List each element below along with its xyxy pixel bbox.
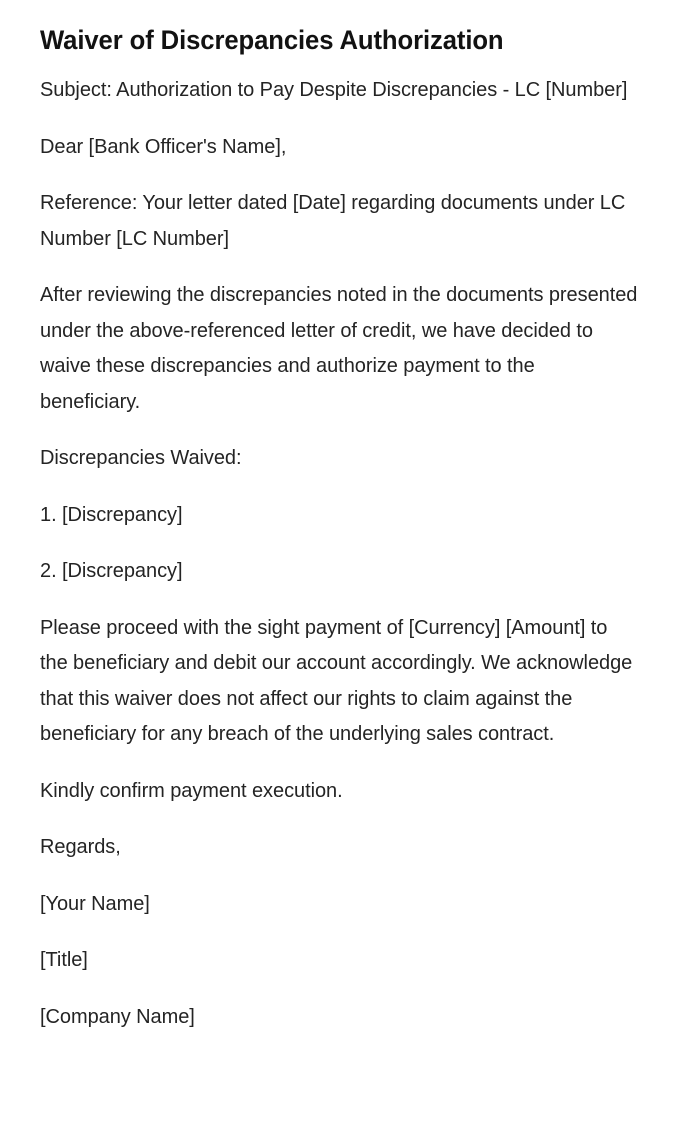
signature-name: [Your Name] <box>40 892 150 915</box>
paragraph-waiver-decision: After reviewing the discrepancies noted in the documents presented under the above-referenced letter of credit, we have decided to waive these discrepancies and authorize payment to the beneficiary. <box>40 284 638 413</box>
list-item-discrepancy-2: 2. [Discrepancy] <box>40 560 183 582</box>
paragraph-subject: Subject: Authorization to Pay Despite Discrepancies - LC [Number] <box>40 79 628 101</box>
bottom-spacer <box>40 1035 640 1077</box>
signature-title: [Title] <box>40 949 88 971</box>
page-title: Waiver of Discrepancies Authorization <box>40 25 504 55</box>
paragraph-confirmation-request: Kindly confirm payment execution. <box>40 779 343 802</box>
paragraph-discrepancies-heading: Discrepancies Waived: <box>40 447 242 469</box>
list-item-discrepancy-1: 1. [Discrepancy] <box>40 503 183 526</box>
paragraph-salutation: Dear [Bank Officer's Name], <box>40 135 287 158</box>
paragraph-payment-instruction: Please proceed with the sight payment of [Currency] [Amount] to the beneficiary and debit our account accordingly. We acknowledge that this waiver does not affect our rights to claim against the beneficiary for any breach of the underlying sales contract. <box>40 616 633 745</box>
paragraph-reference: Reference: Your letter dated [Date] regarding documents under LC Number [LC Number] <box>40 192 626 250</box>
paragraph-closing: Regards, <box>40 836 121 858</box>
signature-company: [Company Name] <box>40 1005 195 1028</box>
